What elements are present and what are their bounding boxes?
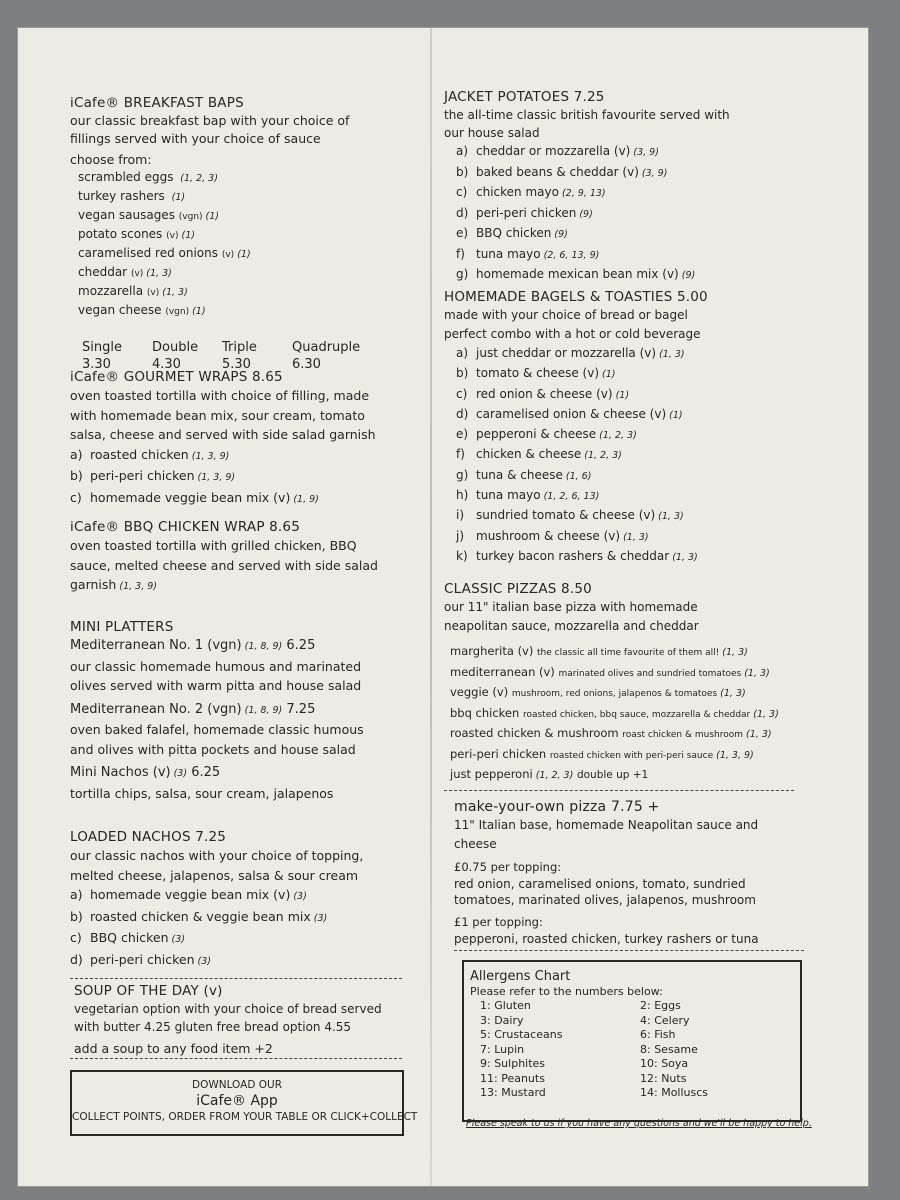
list-item: g) tuna & cheese (1, 6) [456, 467, 592, 482]
list-item: cheddar (v) (1, 3) [78, 265, 172, 279]
allergen-entry: 7: Lupin [480, 1042, 525, 1056]
section-title: iCafe® GOURMET WRAPS 8.65 [70, 369, 283, 385]
list-item: a) just cheddar or mozzarella (v) (1, 3) [456, 346, 685, 360]
section-title: iCafe® BBQ CHICKEN WRAP 8.65 [70, 519, 301, 535]
list-item: a) homemade veggie bean mix (v) (3) [70, 887, 307, 902]
section-desc: salsa, cheese and served with side salad garnish [70, 427, 376, 442]
app-title: iCafe® App [196, 1093, 278, 1109]
soup-section [74, 982, 416, 1060]
allergen-entry: 13: Mustard [480, 1086, 546, 1099]
allergen-entry: 8: Sesame [640, 1042, 698, 1056]
soup-addon: add a soup to any food item +2 [74, 1041, 273, 1056]
classic-pizzas-section [444, 580, 824, 786]
section-title: MINI PLATTERS [70, 619, 174, 635]
list-item: a) roasted chicken (1, 3, 9) [70, 446, 230, 462]
section-desc: melted cheese, jalapenos, salsa & sour cream [70, 867, 359, 883]
size-price: 6.30 [292, 357, 321, 372]
section-title: JACKET POTATOES 7.25 [444, 89, 605, 105]
platter-desc: oven baked falafel, homemade classic humous [70, 722, 364, 737]
choose-label: choose from: [70, 152, 152, 167]
allergen-entry: 5: Crustaceans [480, 1028, 563, 1041]
list-item: mozzarella (v) (1, 3) [78, 284, 188, 298]
section-desc: made with your choice of bread or bagel [444, 308, 688, 322]
size-price: 5.30 [222, 357, 251, 372]
section-desc: our classic nachos with your choice of topping, [70, 848, 364, 863]
jacket-potatoes-section [444, 88, 824, 286]
list-item: j) mushroom & cheese (v) (1, 3) [456, 528, 649, 543]
list-item: e) pepperoni & cheese (1, 2, 3) [456, 427, 637, 442]
topping-list: tomatoes, marinated olives, jalapenos, mushroom [454, 893, 756, 907]
list-item: caramelised red onions (v) (1) [78, 246, 251, 260]
menu-sheet [18, 28, 868, 1186]
list-item: d) peri-peri chicken (9) [456, 205, 593, 220]
filling-list [70, 169, 412, 321]
platter-name: Mediterranean No. 1 (vgn) (1, 8, 9) 6.25 [70, 638, 316, 653]
section-title: make-your-own pizza 7.75 + [454, 799, 660, 815]
list-item: e) BBQ chicken (9) [456, 226, 568, 240]
loaded-nachos-section [70, 828, 412, 971]
section-desc: perfect combo with a hot or cold beverage [444, 327, 701, 341]
section-desc: the all-time classic british favourite served with [444, 108, 730, 122]
list-item: b) peri-peri chicken (1, 3, 9) [70, 468, 236, 483]
list-item: potato scones (v) (1) [78, 227, 195, 241]
list-item: i) sundried tomato & cheese (v) (1, 3) [456, 508, 684, 523]
list-item: just pepperoni (1, 2, 3) double up +1 [450, 767, 649, 781]
list-item: vegan cheese (vgn) (1) [78, 303, 206, 317]
allergens-grid [470, 999, 800, 1101]
allergen-entry: 3: Dairy [480, 1013, 524, 1027]
section-title: SOUP OF THE DAY (v) [74, 983, 223, 999]
list-item: scrambled eggs (1, 2, 3) [78, 170, 218, 184]
divider [70, 1058, 402, 1059]
divider [70, 978, 402, 979]
list-item: d) caramelised onion & cheese (v) (1) [456, 406, 683, 421]
topping-price-label: £1 per topping: [454, 915, 543, 929]
list-item: bbq chicken roasted chicken, bbq sauce, mozzarella & cheddar (1, 3) [450, 705, 779, 720]
divider [444, 790, 794, 791]
size-price: 4.30 [152, 357, 181, 372]
allergens-footnote: Please speak to us if you have any questions and we'll be happy to help. [466, 1118, 812, 1129]
topping-price-label: £0.75 per topping: [454, 860, 562, 874]
app-line: COLLECT POINTS, ORDER FROM YOUR TABLE OR CLICK+COLLECT [72, 1111, 418, 1123]
size-labels [70, 339, 412, 356]
section-desc: 11" Italian base, homemade Neapolitan sauce and [454, 818, 759, 832]
section-title: iCafe® BREAKFAST BAPS [70, 95, 244, 111]
section-desc: neapolitan sauce, mozzarella and cheddar [444, 619, 699, 633]
platter-desc: our classic homemade humous and marinated [70, 658, 362, 674]
make-your-own-section [454, 798, 834, 947]
list-item: h) tuna mayo (1, 2, 6, 13) [456, 488, 600, 503]
bagels-toasties-section [444, 288, 824, 567]
section-desc: cheese [454, 837, 497, 851]
list-item: veggie (v) mushroom, red onions, jalapenos & tomatoes (1, 3) [450, 685, 746, 699]
paper-fold [430, 28, 432, 1186]
size-label: Quadruple [292, 340, 361, 355]
section-desc: fillings served with your choice of sauce [70, 131, 321, 146]
section-desc: oven toasted tortilla with choice of filling, made [70, 388, 370, 403]
allergen-entry: 9: Sulphites [480, 1057, 546, 1070]
list-item: d) peri-peri chicken (3) [70, 951, 211, 967]
list-item: c) homemade veggie bean mix (v) (1, 9) [70, 489, 319, 505]
size-label: Double [152, 340, 199, 355]
size-price: 3.30 [82, 357, 111, 372]
section-title: HOMEMADE BAGELS & TOASTIES 5.00 [444, 289, 708, 305]
allergen-entry: 12: Nuts [640, 1071, 687, 1085]
platter-name: Mini Nachos (v) (3) 6.25 [70, 765, 221, 780]
topping-list: red onion, caramelised onions, tomato, sundried [454, 877, 746, 891]
section-desc: vegetarian option with your choice of bread served [74, 1002, 382, 1016]
section-desc: with homemade bean mix, sour cream, tomato [70, 407, 365, 423]
list-item: g) homemade mexican bean mix (v) (9) [456, 267, 696, 281]
app-promo-box [70, 1070, 418, 1136]
allergens-chart [462, 960, 802, 1122]
size-label: Single [82, 340, 122, 355]
list-item: b) roasted chicken & veggie bean mix (3) [70, 908, 328, 924]
section-desc: oven toasted tortilla with grilled chicken, BBQ [70, 538, 357, 553]
section-desc: our house salad [444, 126, 540, 140]
section-desc: with butter 4.25 gluten free bread option 4.55 [74, 1020, 352, 1034]
mini-platters-section [70, 618, 412, 803]
list-item: c) BBQ chicken (3) [70, 930, 185, 945]
list-item: roasted chicken & mushroom roast chicken & mushroom (1, 3) [450, 726, 772, 740]
allergens-subtitle: Please refer to the numbers below: [470, 985, 663, 998]
allergen-entry: 2: Eggs [640, 999, 681, 1012]
allergen-entry: 10: Soya [640, 1057, 689, 1070]
gourmet-wraps-section [70, 368, 412, 509]
list-item: mediterranean (v) marinated olives and sundried tomatoes (1, 3) [450, 664, 770, 679]
allergen-entry: 4: Celery [640, 1013, 690, 1027]
list-item: margherita (v) the classic all time favourite of them all! (1, 3) [450, 644, 748, 658]
list-item: b) baked beans & cheddar (v) (3, 9) [456, 164, 668, 179]
list-item: vegan sausages (vgn) (1) [78, 208, 220, 222]
bbq-wrap-section [70, 518, 412, 597]
allergen-entry: 14: Molluscs [640, 1086, 709, 1099]
list-item: turkey rashers (1) [78, 189, 186, 203]
size-label: Triple [222, 340, 257, 355]
allergens-title: Allergens Chart [470, 969, 571, 984]
list-item: c) red onion & cheese (v) (1) [456, 386, 630, 401]
list-item: c) chicken mayo (2, 9, 13) [456, 185, 606, 199]
list-item: b) tomato & cheese (v) (1) [456, 366, 616, 381]
platter-desc: and olives with pitta pockets and house salad [70, 741, 356, 757]
allergen-entry: 6: Fish [640, 1028, 676, 1041]
section-desc: our 11" italian base pizza with homemade [444, 600, 698, 614]
list-item: f) chicken & cheese (1, 2, 3) [456, 447, 622, 462]
topping-list: pepperoni, roasted chicken, turkey rashers or tuna [454, 932, 759, 946]
list-item: f) tuna mayo (2, 6, 13, 9) [456, 246, 600, 261]
breakfast-baps-section [70, 94, 412, 373]
platter-name: Mediterranean No. 2 (vgn) (1, 8, 9) 7.25 [70, 701, 316, 717]
section-title: CLASSIC PIZZAS 8.50 [444, 581, 592, 597]
platter-desc: olives served with warm pitta and house salad [70, 678, 362, 693]
list-item: peri-peri chicken roasted chicken with peri-peri sauce (1, 3, 9) [450, 746, 754, 761]
section-title: LOADED NACHOS 7.25 [70, 829, 227, 845]
section-desc: our classic breakfast bap with your choice of [70, 113, 350, 128]
divider [454, 950, 804, 951]
allergen-entry: 1: Gluten [480, 999, 531, 1012]
list-item: a) cheddar or mozzarella (v) (3, 9) [456, 144, 659, 158]
section-desc: garnish (1, 3, 9) [70, 577, 157, 592]
allergen-entry: 11: Peanuts [480, 1071, 545, 1085]
section-desc: sauce, melted cheese and served with side salad [70, 557, 378, 573]
list-item: k) turkey bacon rashers & cheddar (1, 3) [456, 548, 698, 563]
platter-desc: tortilla chips, salsa, sour cream, jalapenos [70, 785, 334, 801]
app-line: DOWNLOAD OUR [192, 1079, 282, 1091]
